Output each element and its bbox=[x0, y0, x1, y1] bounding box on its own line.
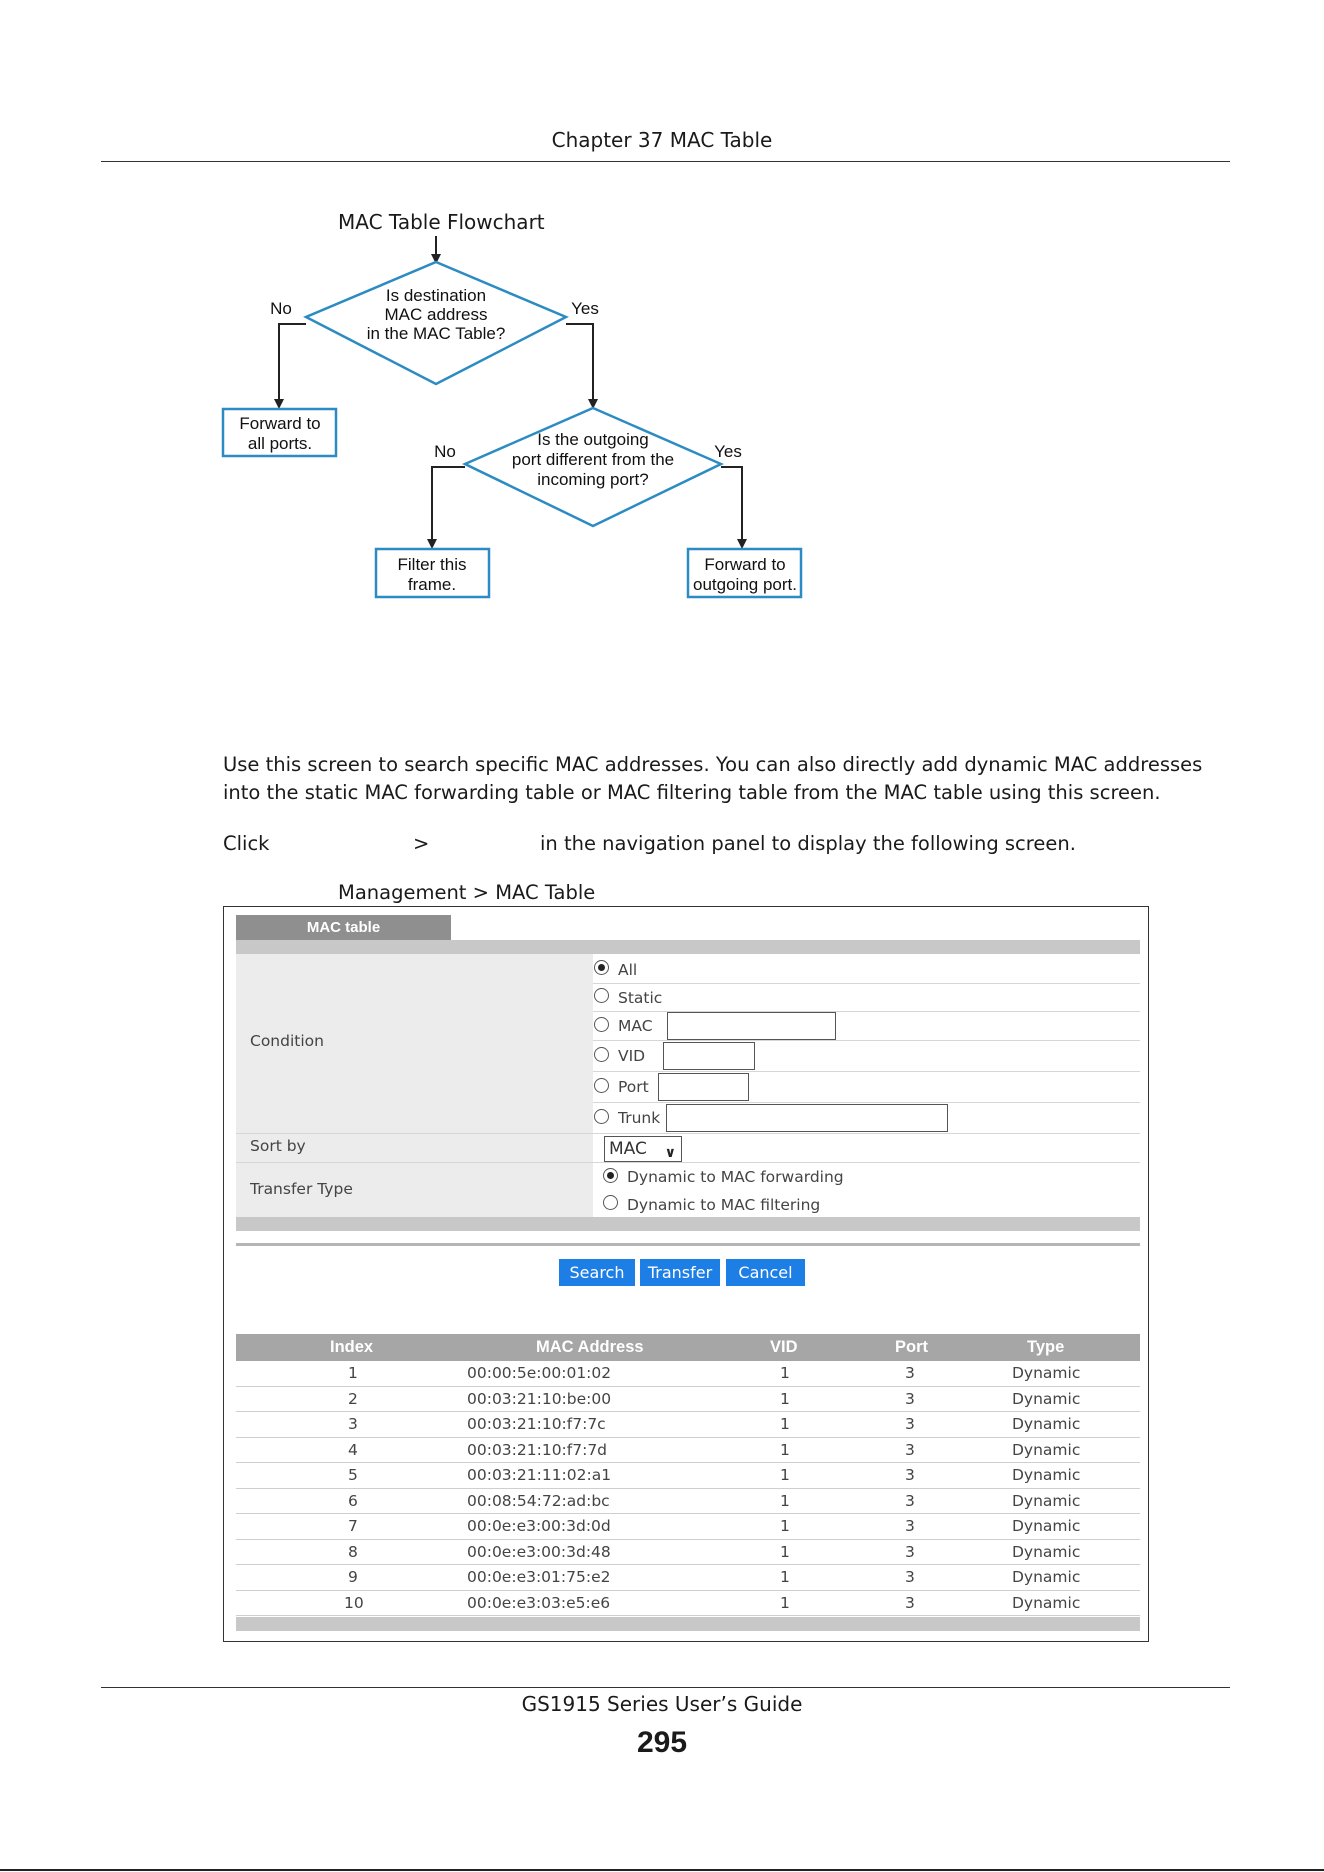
decision2-yes-arrow bbox=[721, 467, 742, 544]
cell-index: 6 bbox=[348, 1491, 358, 1510]
form-bottom-band bbox=[236, 1217, 1140, 1231]
nav-separator: > bbox=[413, 832, 430, 855]
cell-vid: 1 bbox=[780, 1517, 790, 1535]
sort-by-value: MAC bbox=[609, 1139, 647, 1159]
decision2-line3: incoming port? bbox=[537, 470, 649, 489]
decision2-no-label: No bbox=[434, 442, 456, 461]
decision1-no-label: No bbox=[270, 299, 292, 318]
chapter-header: Chapter 37 MAC Table bbox=[551, 128, 773, 152]
header-rule bbox=[101, 161, 1230, 162]
flowchart-caption: MAC Table Flowchart bbox=[338, 210, 545, 234]
cancel-button[interactable]: Cancel bbox=[726, 1259, 805, 1286]
decision1-line2: MAC address bbox=[384, 305, 488, 324]
cell-mac: 00:00:5e:00:01:02 bbox=[467, 1364, 612, 1382]
cell-port: 3 bbox=[905, 1517, 915, 1535]
trunk-input[interactable] bbox=[666, 1104, 948, 1132]
cell-index: 9 bbox=[348, 1568, 358, 1586]
cell-vid: 1 bbox=[780, 1364, 790, 1382]
transfer-filtering-label: Dynamic to MAC filtering bbox=[627, 1196, 821, 1214]
cell-index: 4 bbox=[348, 1440, 358, 1459]
tab-mac-table[interactable]: MAC table bbox=[236, 915, 451, 940]
cell-index: 8 bbox=[348, 1542, 358, 1561]
header-type[interactable]: Type bbox=[1027, 1338, 1065, 1356]
cell-vid: 1 bbox=[780, 1389, 790, 1408]
cell-port: 3 bbox=[905, 1440, 915, 1459]
cell-mac: 00:0e:e3:00:3d:0d bbox=[467, 1517, 611, 1535]
chevron-down-icon: ∨ bbox=[664, 1145, 676, 1161]
page-bottom-rule bbox=[0, 1869, 1324, 1871]
box-forward-all-line2: all ports. bbox=[247, 434, 313, 453]
condition-all-label: All bbox=[618, 961, 638, 979]
cell-vid: 1 bbox=[780, 1415, 790, 1433]
footer-rule bbox=[101, 1687, 1230, 1688]
cell-vid: 1 bbox=[780, 1542, 790, 1561]
cell-type: Dynamic bbox=[1012, 1517, 1081, 1535]
cell-mac: 00:08:54:72:ad:bc bbox=[467, 1491, 610, 1510]
condition-label: Condition bbox=[250, 1032, 324, 1050]
cell-type: Dynamic bbox=[1012, 1415, 1081, 1433]
condition-port-radio[interactable] bbox=[594, 1078, 609, 1093]
footer-guide-title: GS1915 Series User’s Guide bbox=[521, 1692, 803, 1716]
form-divider bbox=[236, 1243, 1140, 1246]
table-row bbox=[236, 1565, 1140, 1591]
table-row bbox=[236, 1361, 1140, 1387]
screen-caption: Management > MAC Table bbox=[338, 881, 596, 904]
transfer-type-label: Transfer Type bbox=[250, 1180, 353, 1198]
cell-port: 3 bbox=[905, 1415, 915, 1433]
vid-input[interactable] bbox=[663, 1042, 755, 1070]
transfer-button[interactable]: Transfer bbox=[640, 1259, 720, 1286]
box-filter-line2: frame. bbox=[407, 575, 457, 594]
box-forward-all-line1: Forward to bbox=[239, 414, 321, 433]
cell-index: 2 bbox=[348, 1389, 358, 1408]
header-vid[interactable]: VID bbox=[770, 1338, 798, 1356]
mac-table-header bbox=[236, 1334, 1140, 1361]
mac-table-flowchart bbox=[200, 230, 840, 610]
decision2-no-arrow bbox=[432, 467, 465, 544]
table-row bbox=[236, 1591, 1140, 1617]
cell-index: 5 bbox=[348, 1466, 358, 1484]
decision2-line1: Is the outgoing bbox=[537, 430, 649, 449]
page-number: 295 bbox=[636, 1726, 688, 1759]
header-index[interactable]: Index bbox=[330, 1338, 374, 1356]
condition-port-label: Port bbox=[618, 1078, 649, 1096]
condition-mac-radio[interactable] bbox=[594, 1017, 609, 1032]
table-row bbox=[236, 1438, 1140, 1464]
transfer-forwarding-radio[interactable] bbox=[603, 1168, 618, 1183]
cell-port: 3 bbox=[905, 1593, 915, 1612]
header-mac-address[interactable]: MAC Address bbox=[536, 1338, 644, 1356]
condition-mac-label: MAC bbox=[618, 1017, 653, 1035]
cell-vid: 1 bbox=[780, 1568, 790, 1586]
box-filter-line1: Filter this bbox=[397, 555, 467, 574]
cell-mac: 00:03:21:11:02:a1 bbox=[467, 1466, 612, 1484]
box-forward-outgoing-line2: outgoing port. bbox=[693, 575, 797, 594]
search-button[interactable]: Search bbox=[559, 1259, 635, 1286]
port-input[interactable] bbox=[658, 1073, 749, 1101]
cell-type: Dynamic bbox=[1012, 1568, 1081, 1586]
cell-index: 3 bbox=[348, 1415, 358, 1433]
cell-type: Dynamic bbox=[1012, 1389, 1081, 1408]
table-row bbox=[236, 1489, 1140, 1515]
table-bottom-band bbox=[236, 1617, 1140, 1631]
sort-by-label: Sort by bbox=[250, 1137, 306, 1155]
cell-type: Dynamic bbox=[1012, 1593, 1081, 1612]
mac-input[interactable] bbox=[667, 1012, 836, 1040]
decision1-yes-label: Yes bbox=[571, 299, 599, 318]
condition-static-radio[interactable] bbox=[594, 988, 609, 1003]
sort-by-select[interactable] bbox=[604, 1136, 682, 1162]
cell-index: 1 bbox=[348, 1364, 358, 1382]
cell-type: Dynamic bbox=[1012, 1466, 1081, 1484]
cell-mac: 00:0e:e3:01:75:e2 bbox=[467, 1568, 611, 1586]
cell-index: 7 bbox=[348, 1517, 358, 1535]
tab-band bbox=[236, 940, 1140, 954]
cell-vid: 1 bbox=[780, 1593, 790, 1612]
condition-vid-label: VID bbox=[618, 1047, 646, 1065]
box-forward-outgoing-line1: Forward to bbox=[704, 555, 786, 574]
cell-index: 10 bbox=[344, 1593, 364, 1612]
cell-port: 3 bbox=[905, 1466, 915, 1484]
decision2-line2: port different from the bbox=[511, 450, 675, 469]
cell-port: 3 bbox=[905, 1568, 915, 1586]
intro-paragraph-line1: Use this screen to search specific MAC addresses. You can also directly add dynamic MAC addresses bbox=[223, 753, 1203, 776]
cell-type: Dynamic bbox=[1012, 1542, 1081, 1561]
condition-all-radio[interactable] bbox=[594, 960, 609, 975]
decision1-no-arrow bbox=[279, 324, 306, 404]
condition-static-label: Static bbox=[618, 989, 663, 1007]
table-row bbox=[236, 1540, 1140, 1566]
condition-trunk-label: Trunk bbox=[618, 1109, 661, 1127]
cell-type: Dynamic bbox=[1012, 1491, 1081, 1510]
cell-mac: 00:03:21:10:f7:7d bbox=[467, 1440, 608, 1459]
cell-port: 3 bbox=[905, 1491, 915, 1510]
decision1-yes-arrow bbox=[566, 324, 593, 404]
table-row bbox=[236, 1412, 1140, 1438]
transfer-filtering-radio[interactable] bbox=[603, 1195, 618, 1210]
decision1-line1: Is destination bbox=[385, 286, 487, 305]
cell-port: 3 bbox=[905, 1364, 915, 1382]
cell-port: 3 bbox=[905, 1389, 915, 1408]
decision2-yes-label: Yes bbox=[714, 442, 742, 461]
condition-trunk-radio[interactable] bbox=[594, 1109, 609, 1124]
cell-type: Dynamic bbox=[1012, 1440, 1081, 1459]
cell-vid: 1 bbox=[780, 1466, 790, 1484]
decision1-line3: in the MAC Table? bbox=[366, 324, 506, 343]
intro-paragraph-line2: into the static MAC forwarding table or MAC filtering table from the MAC table using this screen. bbox=[223, 781, 1161, 804]
table-row bbox=[236, 1387, 1140, 1413]
cell-mac: 00:0e:e3:03:e5:e6 bbox=[467, 1593, 611, 1612]
transfer-forwarding-label: Dynamic to MAC forwarding bbox=[627, 1168, 844, 1186]
table-row bbox=[236, 1514, 1140, 1540]
cell-vid: 1 bbox=[780, 1440, 790, 1459]
table-row bbox=[236, 1463, 1140, 1489]
cell-type: Dynamic bbox=[1012, 1364, 1081, 1382]
cell-mac: 00:0e:e3:00:3d:48 bbox=[467, 1542, 611, 1561]
header-port[interactable]: Port bbox=[895, 1338, 928, 1356]
condition-vid-radio[interactable] bbox=[594, 1047, 609, 1062]
cell-mac: 00:03:21:10:f7:7c bbox=[467, 1415, 606, 1433]
cell-vid: 1 bbox=[780, 1491, 790, 1510]
cell-port: 3 bbox=[905, 1542, 915, 1561]
instruction-rest: in the navigation panel to display the following screen. bbox=[540, 832, 1076, 855]
cell-mac: 00:03:21:10:be:00 bbox=[467, 1389, 612, 1408]
click-word: Click bbox=[223, 832, 270, 855]
